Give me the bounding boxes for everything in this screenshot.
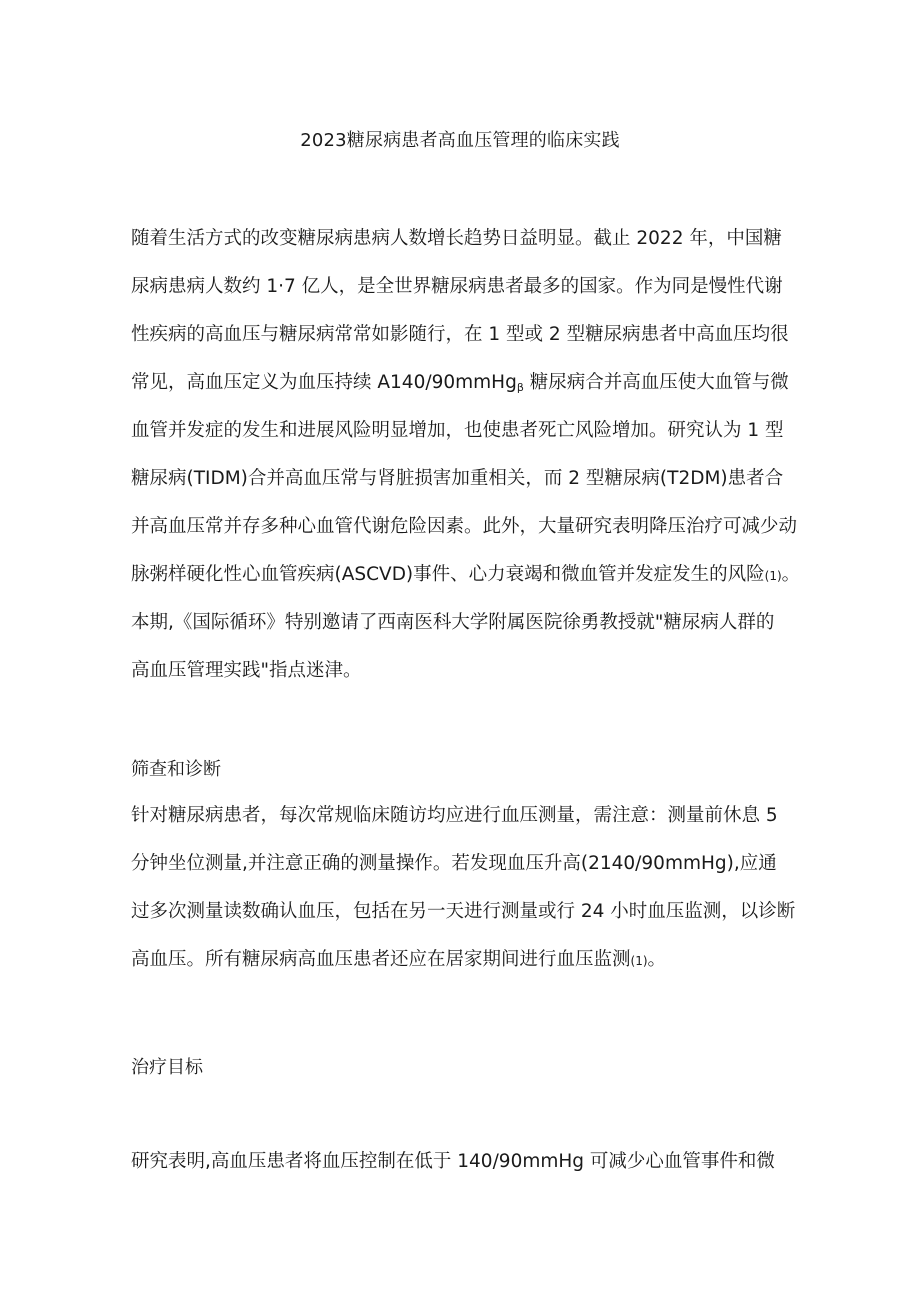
text-line: 高血压管理实践"指点迷津。 xyxy=(131,660,362,681)
text-segment: 。 xyxy=(781,564,801,585)
text-line: 糖尿病(TIDM)合并高血压常与肾脏损害加重相关，而 2 型糖尿病(T2DM)患者合 xyxy=(131,468,784,489)
text-line: 分钟坐位测量,并注意正确的测量操作。若发现血压升高(2140/90mmHg),应通 xyxy=(131,853,777,874)
text-line xyxy=(131,551,811,599)
citation-ref: (1) xyxy=(764,569,782,583)
subscript-marker: β xyxy=(516,381,524,394)
text-segment: 脉粥样硬化性心血管疾病(ASCVD)事件、心力衰竭和微血管并发症发生的风险 xyxy=(131,564,765,585)
text-line: 血管并发症的发生和进展风险明显增加，也使患者死亡风险增加。研究认为 1 型 xyxy=(131,420,784,441)
text-line: 性疾病的高血压与糖尿病常常如影随行，在 1 型或 2 型糖尿病患者中高血压均很 xyxy=(131,324,789,345)
intro-paragraph xyxy=(131,215,811,695)
text-segment: 常见，高血压定义为血压持续 A140/90mmHg xyxy=(131,372,517,393)
section-heading-screening: 筛查和诊断 xyxy=(131,759,221,780)
text-line xyxy=(131,359,811,407)
text-line: 尿病患病人数约 1·7 亿人，是全世界糖尿病患者最多的国家。作为同是慢性代谢 xyxy=(131,276,783,297)
treatment-paragraph xyxy=(131,1138,811,1186)
text-line: 针对糖尿病患者，每次常规临床随访均应进行血压测量，需注意：测量前休息 5 xyxy=(131,805,778,826)
text-line xyxy=(131,936,811,984)
citation-ref: (1) xyxy=(630,954,648,968)
text-segment: 糖尿病合并高血压使大血管与微 xyxy=(523,372,789,393)
text-line: 过多次测量读数确认血压，包括在另一天进行测量或行 24 小时血压监测，以诊断 xyxy=(131,901,796,922)
document-title: 2023糖尿病患者高血压管理的临床实践 xyxy=(300,130,620,151)
text-line: 本期,《国际循环》特别邀请了西南医科大学附属医院徐勇教授就"糖尿病人群的 xyxy=(131,612,775,633)
text-segment: 高血压。所有糖尿病高血压患者还应在居家期间进行血压监测 xyxy=(131,949,631,970)
section-heading-treatment-goals: 治疗目标 xyxy=(131,1057,203,1078)
text-line: 并高血压常并存多种心血管代谢危险因素。此外，大量研究表明降压治疗可减少动 xyxy=(131,516,798,537)
text-segment: 。 xyxy=(647,949,667,970)
screening-paragraph xyxy=(131,792,811,984)
text-line: 研究表明,高血压患者将血压控制在低于 140/90mmHg 可减少心血管事件和微 xyxy=(131,1151,775,1172)
text-line: 随着生活方式的改变糖尿病患病人数增长趋势日益明显。截止 2022 年，中国糖 xyxy=(131,228,782,249)
